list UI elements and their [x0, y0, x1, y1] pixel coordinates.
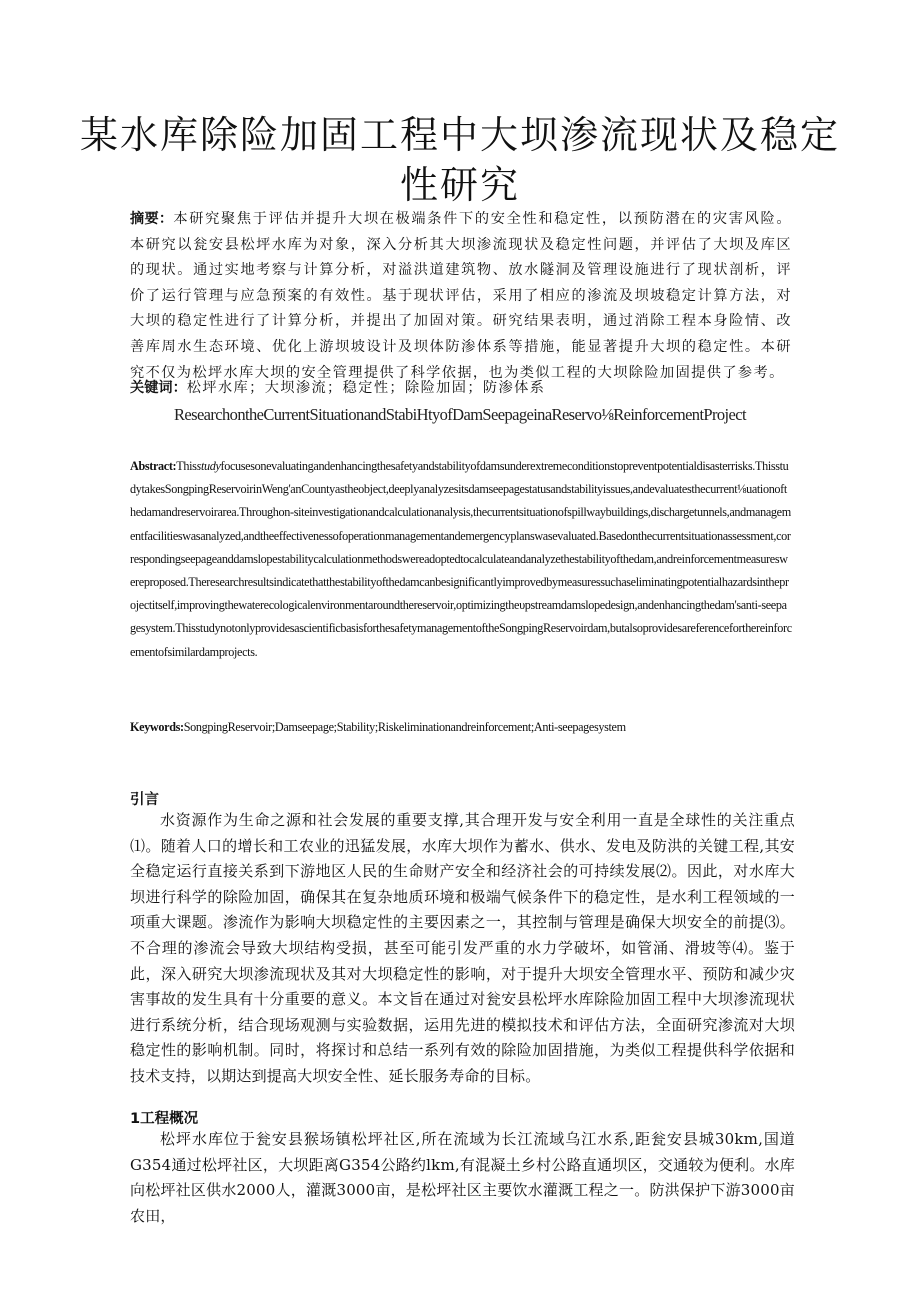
- keywords-en-label: Keywords:: [130, 720, 184, 734]
- abstract-en-italic: study: [196, 459, 221, 473]
- section1-body: 松坪水库位于瓮安县猴场镇松坪社区,所在流域为长江流域乌江水系,距瓮安县城30km,国道G354通过松坪社区，大坝距离G354公路约lkm,有混凝土乡村公路直通坝区，交通较为便利。水库向松坪社区供水2000人，灌溉3000亩，是松坪社区主要饮水灌溉工程之一。防洪保护下游3000亩农田，: [130, 1130, 795, 1225]
- keywords-cn-text: 松坪水库；大坝渗流；稳定性；除险加固；防渗体系: [186, 380, 546, 396]
- abstract-en-lead: This: [176, 459, 197, 473]
- intro-body: 水资源作为生命之源和社会发展的重要支撑,其合理开发与安全利用一直是全球性的关注重点⑴。随着人口的增长和工农业的迅猛发展，水库大坝作为蓄水、供水、发电及防洪的关键工程,其安全稳定运行直接关系到下游地区人民的生命财产安全和经济社会的可持续发展⑵。因此，对水库大坝进行科学的除险加固，确保其在复杂地质环境和极端气候条件下的稳定性，是水利工程领域的一项重大课题。渗流作为影响大坝稳定性的主要因素之一，其控制与管理是确保大坝安全的前提⑶。不合理的渗流会导致大坝结构受损，甚至可能引发严重的水力学破坏，如管涌、滑坡等⑷。鉴于此，深入研究大坝渗流现状及其对大坝稳定性的影响，对于提升大坝安全管理水平、预防和减少灾害事故的发生具有十分重要的意义。本文旨在通过对瓮安县松坪水库除险加固工程中大坝渗流现状进行系统分析，结合现场观测与实验数据，运用先进的模拟技术和评估方法，全面研究渗流对大坝稳定性的影响机制。同时，将探讨和总结一系列有效的除险加固措施，为类似工程提供科学依据和技术支持，以期达到提高大坝安全性、延长服务寿命的目标。: [130, 811, 795, 1085]
- paper-title-en: ResearchontheCurrentSituationandStabiHtyofDamSeepageinaReservo⅛ReinforcementProject: [174, 405, 746, 424]
- abstract-en-label: Abstract:: [130, 459, 177, 473]
- keywords-cn: [130, 376, 792, 400]
- abstract-cn: [130, 207, 792, 386]
- abstract-cn-label: 摘要：: [130, 211, 174, 227]
- section1-heading: 1工程概况: [130, 1111, 199, 1127]
- abstract-en-text: focusesonevaluatingandenhancingthesafetyandstabilityofdamsunderextremeconditionstopreventpotentialdisasterrisks.ThisstudytakesSongpingReservoirinWeng'anCountyastheobject,deeplyanalyzesitsdamseepagestatusandstabilityissues,andevaluatesthecurrent⅛uationofthedamandreservoirarea.Throughon-siteinvestigationandcalculationanalysis,thecurrentsituationofspillwaybuildings,dischargetunnels,andmanagementfacilitieswasanalyzed,andtheeffectivenessofoperationmanagementandemergencyplanswasevaluated.Basedonthecurrentsituationassessment,correspondingseepageanddamslopestabilitycalculationmethodswereadoptedtocalculateandanalyzethestabilityofthedam,andreinforcementmeasureswereproposed.Theresearchresultsindicatethatthestabilityofthedamcanbesignificantlyimprovedbymeasuressuchaseliminatingpotentialhazardsintheprojectitself,improvingthewaterecologicalenvironmentaroundthereservoir,optimizingtheυpstreamdamslopedesign,andenhancingthedam'santi-seepagesystem.ThisstudynotonlyprovidesascientificbasisforthesafetymanagementoftheSongpingReservoirdam,butalsoprovidesareferenceforthereinforcementofsimilardamprojects.: [130, 459, 792, 659]
- abstract-en: [130, 455, 792, 664]
- keywords-en: [130, 716, 810, 738]
- keywords-cn-label: 关键词：: [130, 380, 187, 396]
- intro-heading: 引言: [130, 792, 159, 808]
- abstract-cn-text: 本研究聚焦于评估并提升大坝在极端条件下的安全性和稳定性，以预防潜在的灾害风险。本研究以瓮安县松坪水库为对象，深入分析其大坝渗流现状及稳定性问题，并评估了大坝及库区的现状。通过实地考察与计算分析，对溢洪道建筑物、放水隧洞及管理设施进行了现状剖析，评价了运行管理与应急预案的有效性。基于现状评估，采用了相应的渗流及坝坡稳定计算方法，对大坝的稳定性进行了计算分析，并提出了加固对策。研究结果表明，通过消除工程本身险情、改善库周水生态环境、优化上游坝坡设计及坝体防渗体系等措施，能显著提升大坝的稳定性。本研究不仅为松坪水库大坝的安全管理提供了科学依据，也为类似工程的大坝除险加固提供了参考。: [130, 211, 792, 381]
- paper-title-cn: 某水库除险加固工程中大坝渗流现状及稳定性研究: [80, 113, 841, 207]
- keywords-en-text: SongpingReservoir;Damseepage;Stability;Riskeliminationandreinforcement;Anti-seepagesystem: [183, 720, 626, 734]
